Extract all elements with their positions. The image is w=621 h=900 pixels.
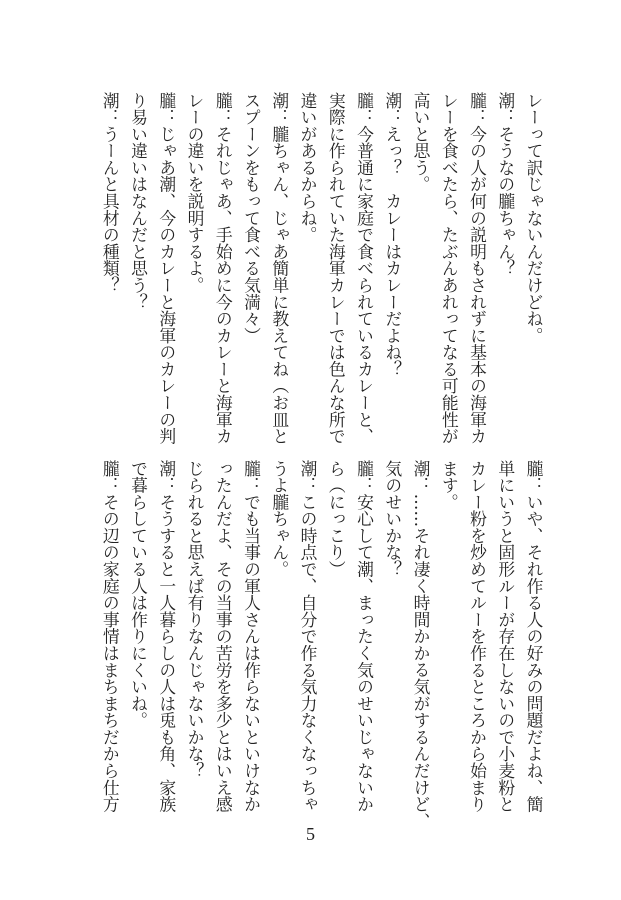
text-column: 違いがあるからね。: [298, 92, 318, 244]
text-column: 朧：今の人が何の説明もされずに基本の海軍カ: [467, 92, 488, 445]
text-column: 潮：……それ凄く時間かかる気がするんだけど、: [411, 460, 431, 830]
text-column: 単にいうと固形ルーが存在しないので小麦粉と: [495, 460, 516, 813]
text-column: レーを食べたら、たぶんあれってなる可能性が: [439, 92, 460, 445]
text-column: うよ朧ちゃん。: [269, 460, 290, 578]
text-column: 気のせいかな？: [382, 460, 403, 578]
text-column: 潮：この時点で、自分で作る気力なくなっちゃ: [298, 460, 318, 813]
page-number: 5: [306, 824, 315, 844]
top-text-block: [96, 92, 548, 445]
text-column: ったんだよ、その当事の苦労を多少とはいえ感: [213, 460, 234, 813]
text-column: レーの違いを説明するよ。: [185, 92, 205, 294]
text-column: 朧：その辺の家庭の事情はまちまちだから仕方: [100, 460, 121, 813]
text-column: 朧：でも当事の軍人さんは作らないといけなか: [241, 460, 262, 813]
text-column: で暮らしている人は作りにくいね。: [128, 460, 149, 729]
text-column: 朧：じゃあ潮、今のカレーと海軍のカレーの判: [156, 92, 177, 445]
bottom-text-block: [96, 460, 548, 830]
text-column: ら（にっこり）: [326, 460, 347, 578]
text-column: 朧：安心して潮、まったく気のせいじゃないか: [354, 460, 375, 813]
text-column: カレー粉を炒めてルーを作るところから始まり: [467, 460, 488, 813]
text-column: り易い違いはなんだと思う？: [128, 92, 149, 311]
text-column: 潮：うーんと具材の種類？: [100, 92, 121, 294]
text-column: 朧：今普通に家庭で食べられているカレーと、: [354, 92, 375, 445]
text-column: 潮：えっ？ カレーはカレーだよね？: [382, 92, 403, 378]
text-column: 朧：それじゃあ、手始めに今のカレーと海軍カ: [213, 92, 234, 445]
text-column: 潮：朧ちゃん、じゃあ簡単に教えてね（お皿と: [269, 92, 290, 445]
text-column: 潮：そうすると一人暮らしの人は兎も角、家族: [156, 460, 177, 813]
text-column: 潮：そうなの朧ちゃん？: [495, 92, 516, 277]
text-column: スプーンをもって食べる気満々）: [241, 92, 262, 344]
text-column: レーって訳じゃないんだけどね。: [524, 92, 544, 344]
text-column: 朧：いや、それ作る人の好みの問題だよね、簡: [524, 460, 544, 813]
text-column: じられると思えば有りなんじゃないかな？: [185, 460, 205, 780]
text-column: ます。: [439, 460, 460, 511]
text-column: 高いと思う。: [411, 92, 431, 193]
text-column: 実際に作られていた海軍カレーでは色んな所で: [326, 92, 347, 445]
